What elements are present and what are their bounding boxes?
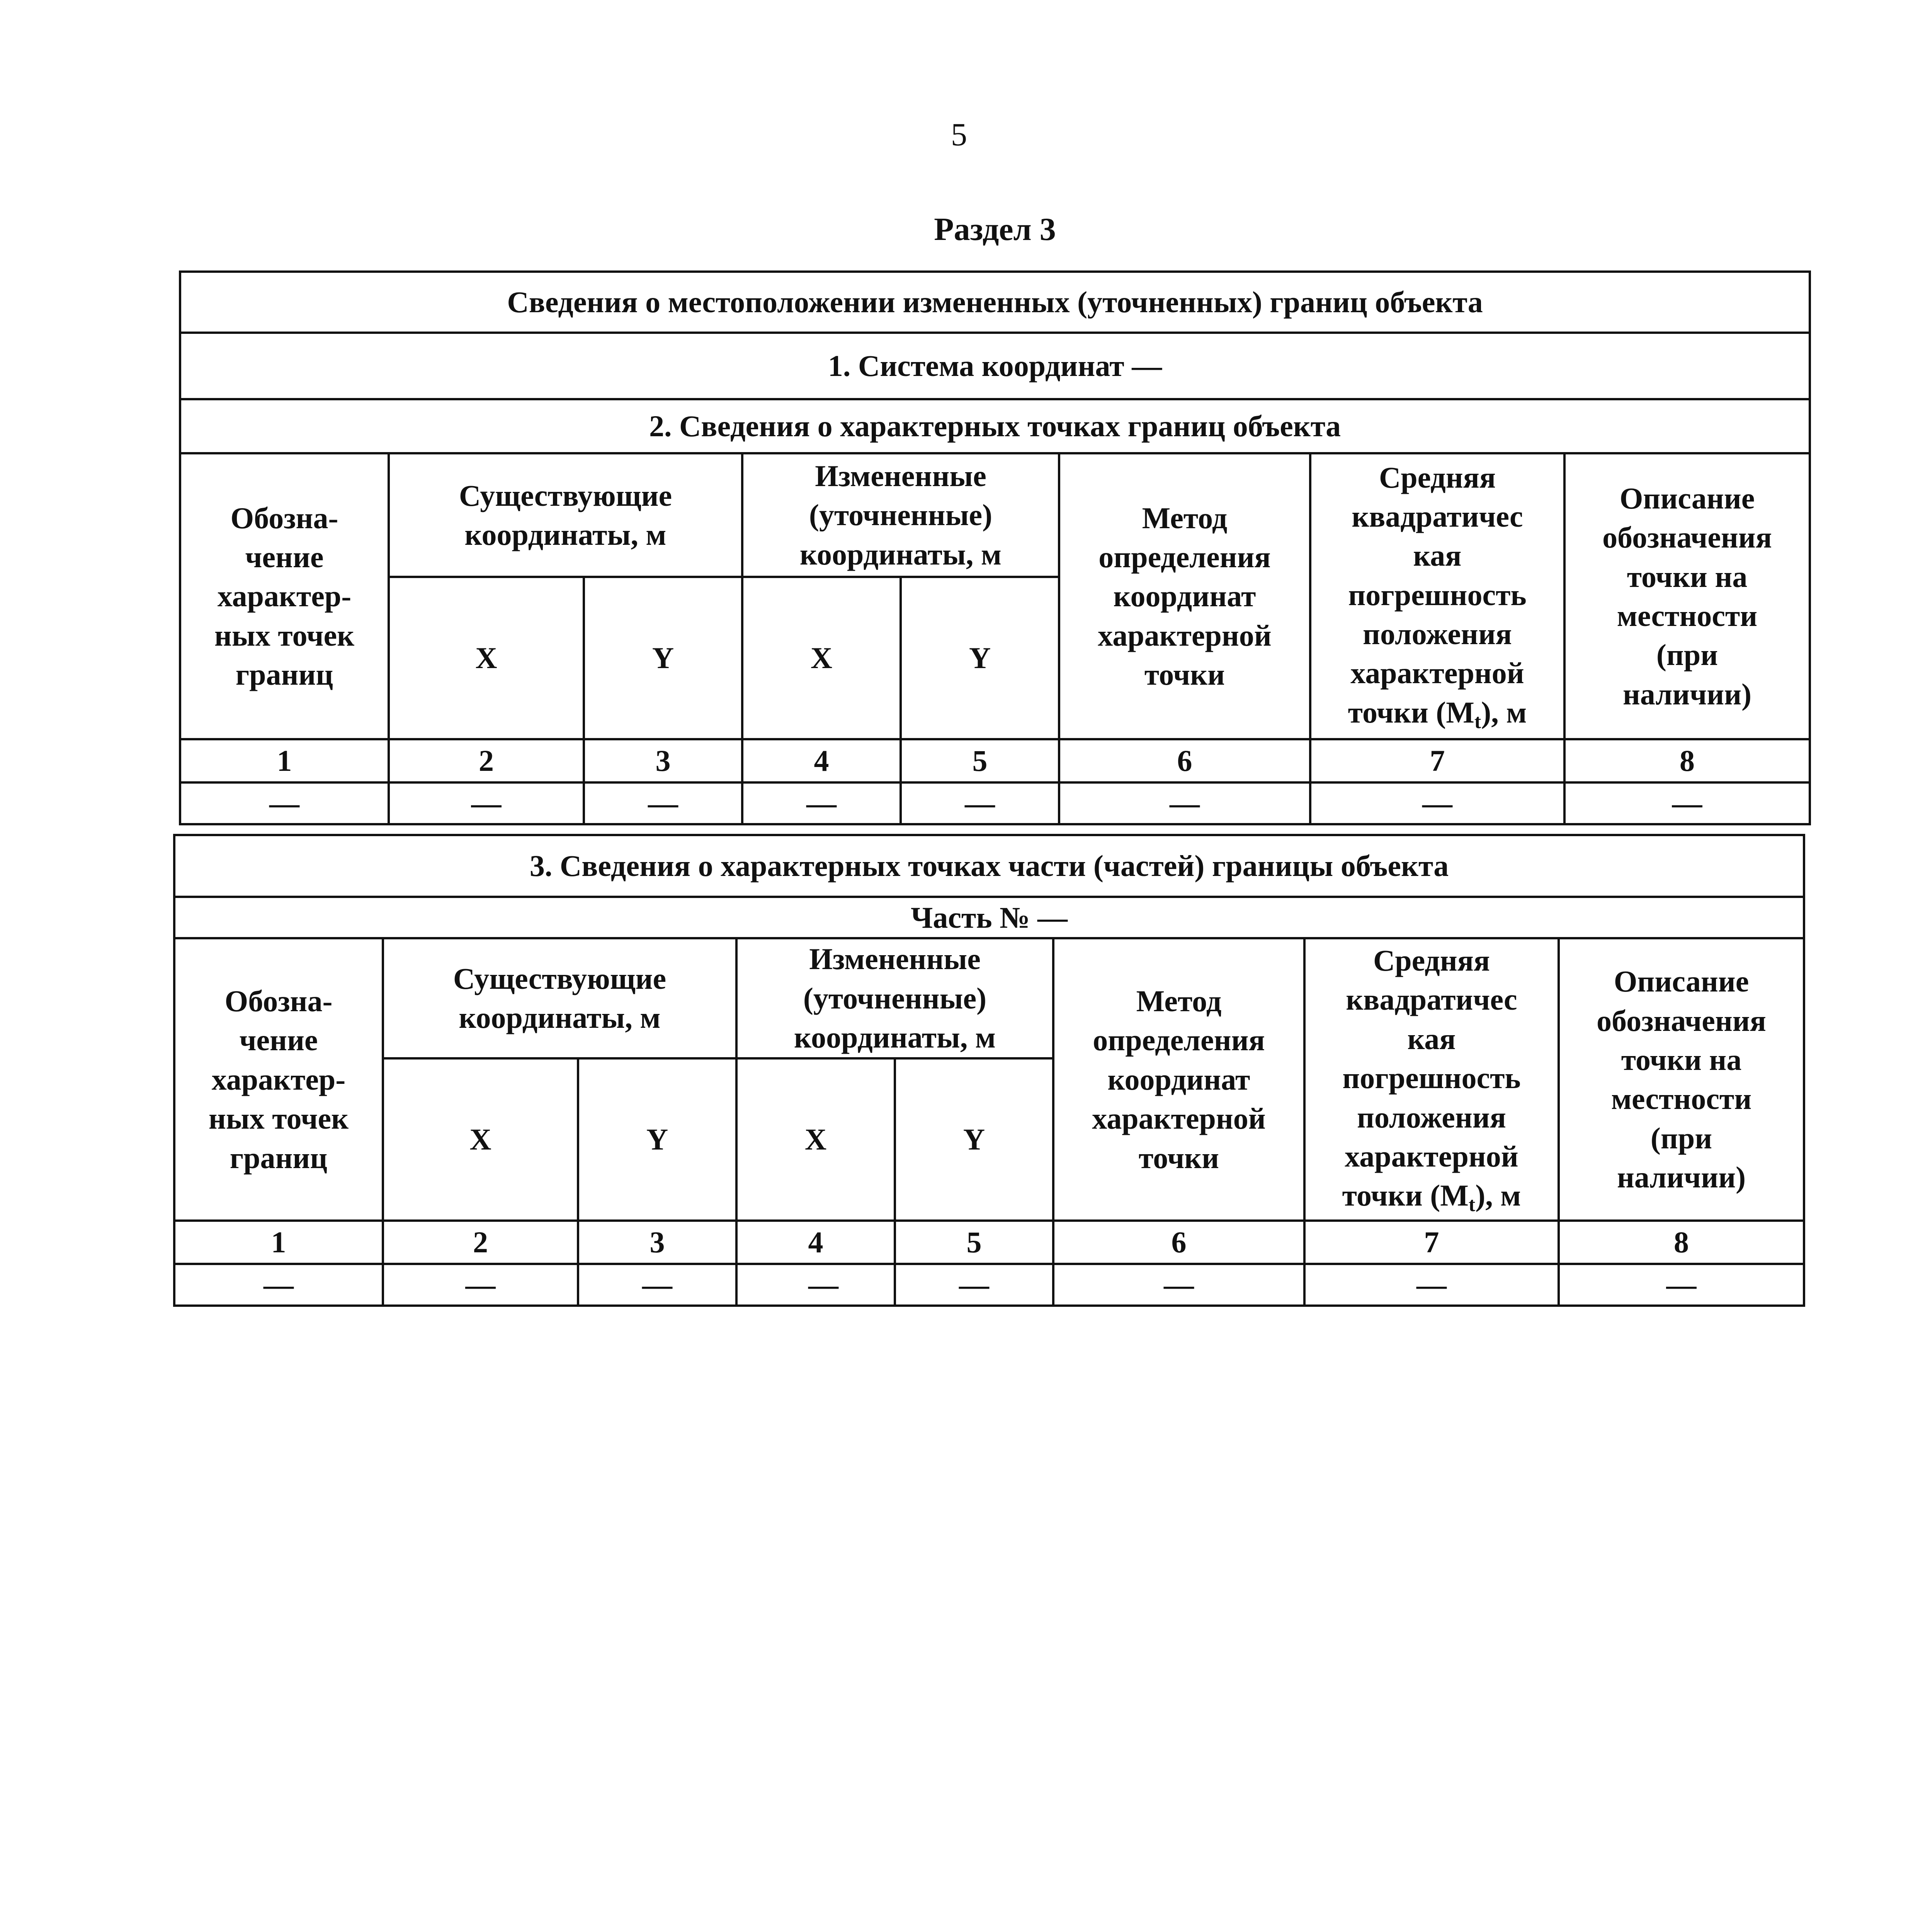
- header-error-sub: t: [1468, 1194, 1476, 1216]
- column-number: 6: [1059, 739, 1310, 782]
- column-number: 8: [1559, 1221, 1804, 1264]
- empty-cell: —: [383, 1264, 578, 1306]
- header-changed-x: X: [742, 577, 901, 739]
- empty-cell: —: [1059, 782, 1310, 824]
- column-number: 6: [1053, 1221, 1304, 1264]
- header-existing-y: Y: [578, 1058, 736, 1221]
- header-error: [1304, 938, 1559, 1220]
- empty-cell: —: [389, 782, 584, 824]
- header-existing-x: X: [383, 1058, 578, 1221]
- header-designation: Обозна- чение характер- ных точек границ: [174, 938, 383, 1220]
- header-description: Описание обозначения точки на местности (при наличии): [1559, 938, 1804, 1220]
- empty-cell: —: [901, 782, 1059, 824]
- header-changed-coords: Измененные (уточненные) координаты, м: [742, 453, 1059, 577]
- page-number: 5: [951, 117, 967, 153]
- header-error: [1310, 453, 1564, 739]
- column-number: 5: [901, 739, 1059, 782]
- header-existing-y: Y: [584, 577, 742, 739]
- column-number: 2: [389, 739, 584, 782]
- header-error-text: Средняя квадратичес кая погрешность положения характерной точки (M: [1348, 460, 1527, 729]
- column-number: 4: [742, 739, 901, 782]
- header-method: Метод определения координат характерной точки: [1053, 938, 1304, 1220]
- column-number: 3: [578, 1221, 736, 1264]
- header-existing-coords: Существующие координаты, м: [389, 453, 742, 577]
- header-changed-x: X: [736, 1058, 895, 1221]
- header-error-sub: t: [1474, 710, 1481, 733]
- header-error-text: Средняя квадратичес кая погрешность положения характерной точки (M: [1342, 944, 1521, 1213]
- parts-title: 3. Сведения о характерных точках части (частей) границы объекта: [174, 835, 1804, 897]
- header-error-suffix: ), м: [1475, 1179, 1521, 1213]
- empty-cell: —: [895, 1264, 1053, 1306]
- empty-cell: —: [578, 1264, 736, 1306]
- parts-table: [173, 834, 1805, 1307]
- column-number: 2: [383, 1221, 578, 1264]
- empty-cell: —: [174, 1264, 383, 1306]
- header-existing-x: X: [389, 577, 584, 739]
- boundary-table: [179, 270, 1811, 825]
- empty-cell: —: [1559, 1264, 1804, 1306]
- header-changed-y: Y: [895, 1058, 1053, 1221]
- column-number: 4: [736, 1221, 895, 1264]
- header-description: Описание обозначения точки на местности (при наличии): [1564, 453, 1810, 739]
- empty-cell: —: [1304, 1264, 1559, 1306]
- header-existing-coords: Существующие координаты, м: [383, 938, 736, 1058]
- empty-cell: —: [736, 1264, 895, 1306]
- empty-cell: —: [180, 782, 389, 824]
- points-title: 2. Сведения о характерных точках границ объекта: [180, 399, 1810, 453]
- column-number: 8: [1564, 739, 1810, 782]
- header-designation: Обозна- чение характер- ных точек границ: [180, 453, 389, 739]
- column-number: 7: [1310, 739, 1564, 782]
- coordinate-system: 1. Система координат —: [180, 333, 1810, 399]
- column-number: 3: [584, 739, 742, 782]
- part-number: Часть № —: [174, 897, 1804, 938]
- empty-cell: —: [1564, 782, 1810, 824]
- column-number: 1: [180, 739, 389, 782]
- column-number: 7: [1304, 1221, 1559, 1264]
- empty-cell: —: [584, 782, 742, 824]
- header-error-suffix: ), м: [1481, 695, 1527, 729]
- empty-cell: —: [742, 782, 901, 824]
- header-method: Метод определения координат характерной точки: [1059, 453, 1310, 739]
- header-changed-y: Y: [901, 577, 1059, 739]
- column-number: 1: [174, 1221, 383, 1264]
- section-title: Раздел 3: [934, 211, 1056, 247]
- header-changed-coords: Измененные (уточненные) координаты, м: [736, 938, 1053, 1058]
- empty-cell: —: [1053, 1264, 1304, 1306]
- column-number: 5: [895, 1221, 1053, 1264]
- table-caption: Сведения о местоположении измененных (уточненных) границ объекта: [180, 272, 1810, 333]
- empty-cell: —: [1310, 782, 1564, 824]
